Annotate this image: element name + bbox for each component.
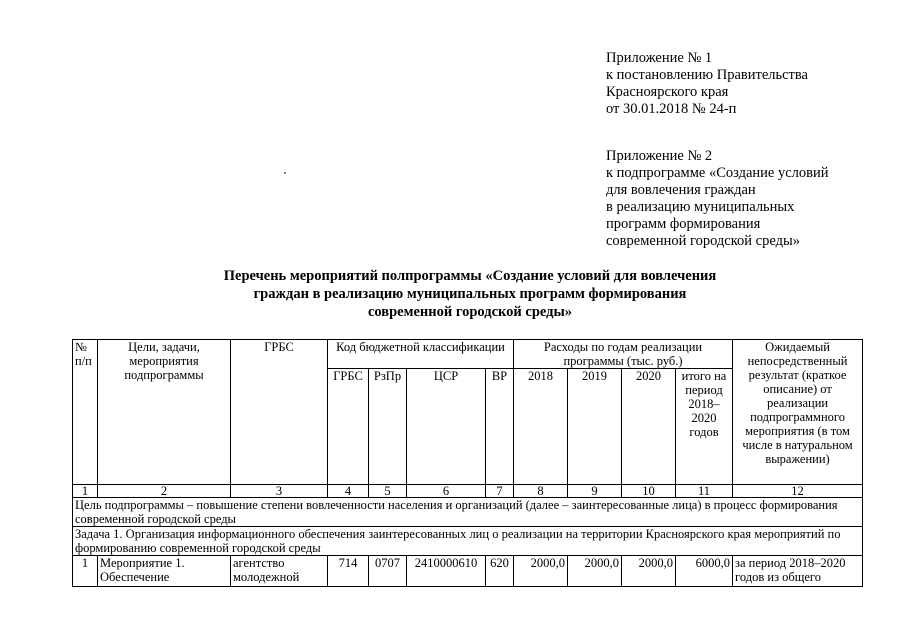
header-sub-grbs: ГРБС — [328, 369, 369, 485]
row-num: 1 — [73, 556, 98, 587]
column-number: 9 — [568, 485, 622, 498]
task-row: Задача 1. Организация информационного обеспечения заинтересованных лиц о реализации на территории Красноярского края мероприятий по формированию современной городской среды — [73, 527, 863, 556]
appendix-1-line: Красноярского края — [606, 84, 729, 100]
row-total: 6000,0 — [676, 556, 733, 587]
appendix-1-block — [606, 50, 808, 118]
appendix-2-line: в реализацию муниципальных — [606, 199, 795, 215]
appendix-2-line: современной городской среды» — [606, 233, 800, 249]
appendix-2-line: программ формирования — [606, 216, 761, 232]
column-number: 12 — [733, 485, 863, 498]
column-number: 7 — [486, 485, 514, 498]
column-number: 2 — [98, 485, 231, 498]
appendix-2-block — [606, 148, 829, 250]
appendix-1-line: от 30.01.2018 № 24-п — [606, 101, 737, 117]
column-number: 3 — [231, 485, 328, 498]
row-rzpr: 0707 — [369, 556, 407, 587]
appendix-2-line: к подпрограмме «Создание условий — [606, 165, 829, 181]
appendix-2-line: для вовлечения граждан — [606, 182, 756, 198]
column-number: 8 — [514, 485, 568, 498]
header-year-2020: 2020 — [622, 369, 676, 485]
row-result: за период 2018–2020 годов из общего — [733, 556, 863, 587]
appendix-1-line: к постановлению Правительства — [606, 67, 808, 83]
scan-speck — [284, 172, 286, 174]
header-total: итого на период 2018–2020 годов — [676, 369, 733, 485]
row-2020: 2000,0 — [622, 556, 676, 587]
title-line: Перечень мероприятий полпрограммы «Создание условий для вовлечения — [223, 268, 717, 284]
header-sub-csr: ЦСР — [407, 369, 486, 485]
row-grbs-code: 714 — [328, 556, 369, 587]
appendix-1-line: Приложение № 1 — [606, 50, 713, 66]
header-expenses: Расходы по годам реализации программы (тыс. руб.) — [514, 340, 733, 369]
header-num: № п/п — [73, 340, 98, 485]
title-line: граждан в реализацию муниципальных программ формирования — [253, 286, 687, 302]
column-number: 4 — [328, 485, 369, 498]
row-2018: 2000,0 — [514, 556, 568, 587]
measures-table — [72, 339, 863, 587]
header-year-2019: 2019 — [568, 369, 622, 485]
appendix-2-line: Приложение № 2 — [606, 148, 713, 164]
column-number: 11 — [676, 485, 733, 498]
column-number: 1 — [73, 485, 98, 498]
table-row — [73, 556, 863, 587]
row-vr: 620 — [486, 556, 514, 587]
header-result: Ожидаемый непосредственный результат (краткое описание) от реализации подпрограммного мероприятия (в том числе в натуральном выражении) — [733, 340, 863, 485]
header-sub-vr: ВР — [486, 369, 514, 485]
header-grbs: ГРБС — [231, 340, 328, 485]
row-measure-name: Мероприятие 1. Обеспечение — [98, 556, 231, 587]
document-title — [150, 267, 790, 321]
title-line: современной городской среды» — [367, 304, 573, 320]
row-2019: 2000,0 — [568, 556, 622, 587]
row-csr: 2410000610 — [407, 556, 486, 587]
header-sub-rzpr: РзПр — [369, 369, 407, 485]
column-number: 5 — [369, 485, 407, 498]
goal-row: Цель подпрограммы – повышение степени вовлеченности населения и организаций (далее – заинтересованные лица) в процесс формирования современной городской среды — [73, 498, 863, 527]
header-budget-code: Код бюджетной классификации — [328, 340, 514, 369]
row-grbs-name: агентство молодежной — [231, 556, 328, 587]
header-year-2018: 2018 — [514, 369, 568, 485]
column-number: 6 — [407, 485, 486, 498]
column-number: 10 — [622, 485, 676, 498]
header-goals: Цели, задачи, мероприятия подпрограммы — [98, 340, 231, 485]
